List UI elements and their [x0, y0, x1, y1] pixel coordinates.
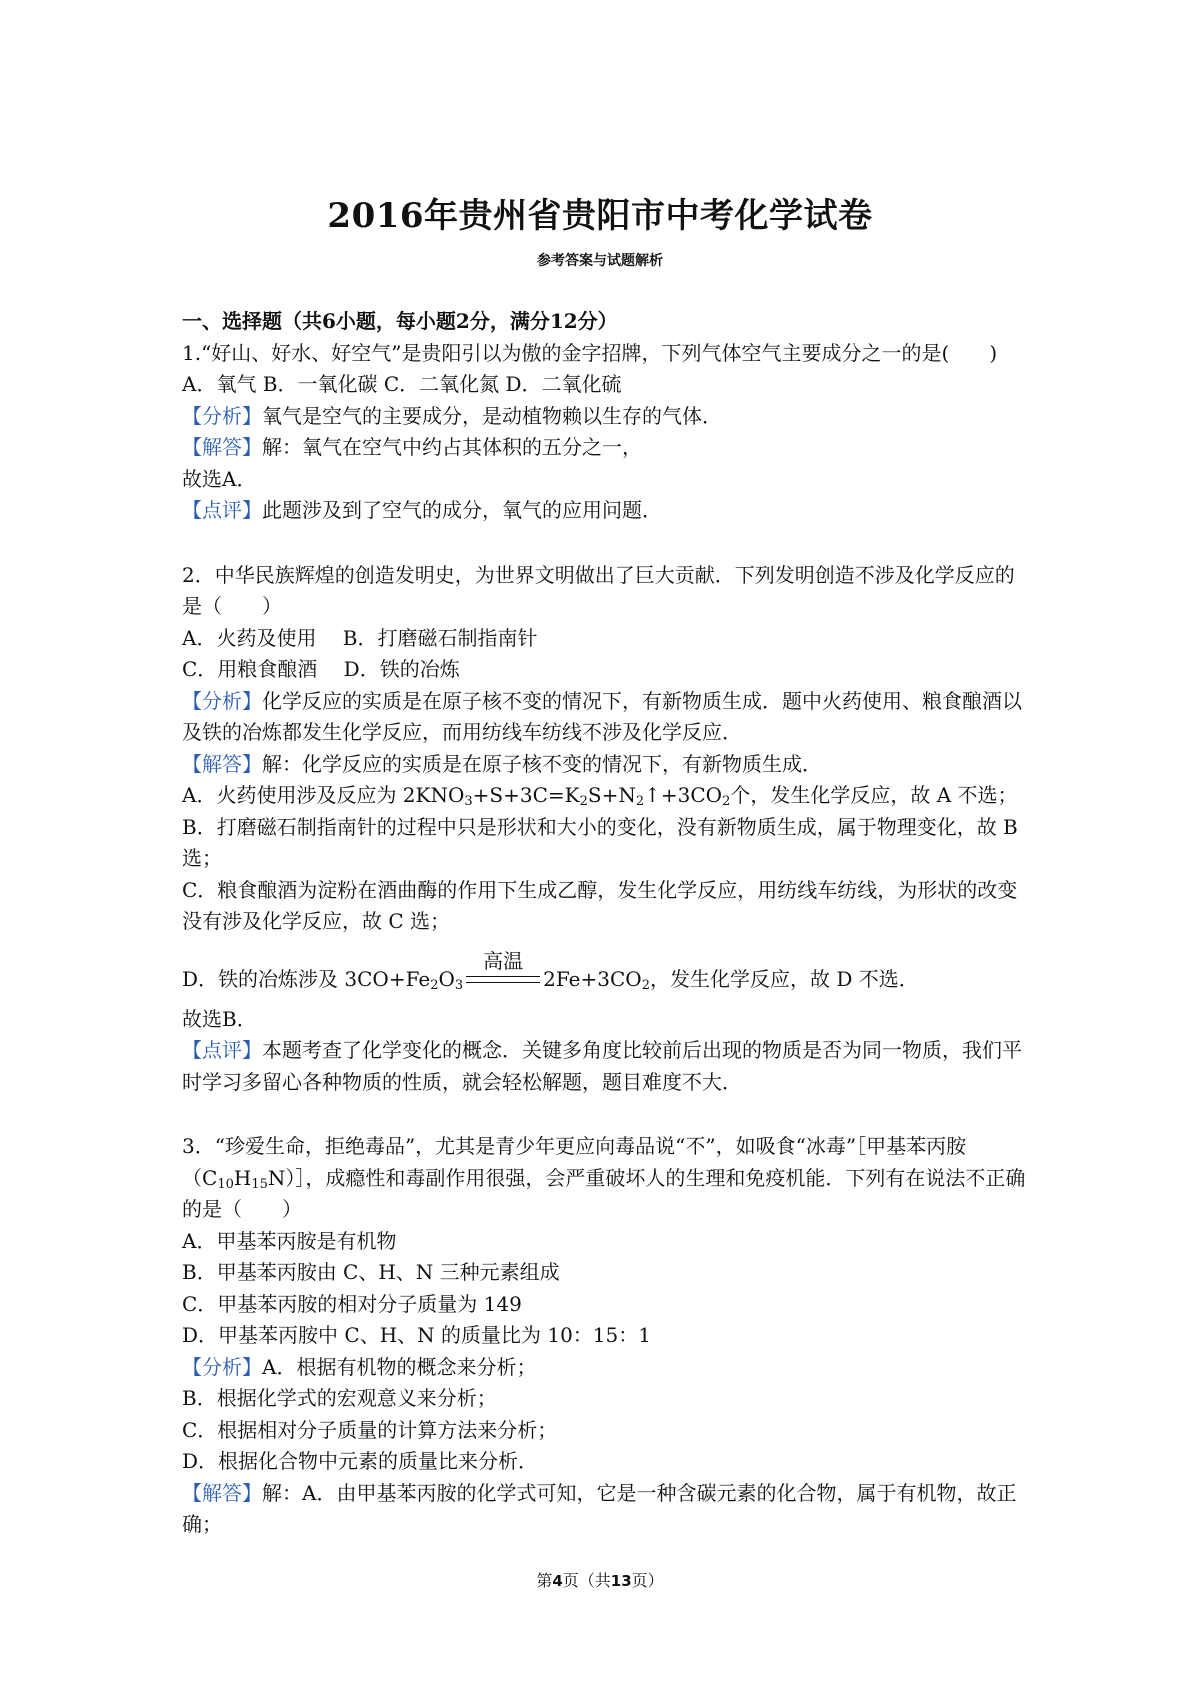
answer-tag: 【解答】 [182, 751, 262, 776]
page-footer [0, 1568, 1200, 1591]
q2-d-prefix: D．铁的冶炼涉及 3CO+Fe [182, 967, 431, 991]
q2-answer-text: 解：化学反应的实质是在原子核不变的情况下，有新物质生成． [262, 751, 822, 776]
q3-stem-part2: ］，成瘾性和毒副作用很强，会严重破坏人的生理和免疫机能．下列有在说法不正确的是（ ） [182, 1165, 1026, 1221]
total-pages: 13 [610, 1572, 632, 1590]
q1-analysis [182, 401, 1032, 433]
analysis-tag: 【分析】 [182, 403, 262, 428]
q2-conclusion: 故选B． [182, 1006, 257, 1031]
q2-answer [182, 749, 1032, 781]
q2-analysis [182, 686, 1032, 749]
comment-tag: 【点评】 [182, 498, 262, 522]
q2-comment-text: 本题考查了化学变化的概念．关键多角度比较前后出现的物质是否为同一物质，我们平时学习多留心各种物质的性质，就会轻松解题，题目难度不大． [182, 1038, 1022, 1094]
footer-suffix: 页） [631, 1571, 664, 1590]
q3-analysis-a: A．根据有机物的概念来分析； [262, 1354, 537, 1379]
q1-comment [182, 495, 1032, 527]
reaction-equals-sign [466, 976, 540, 983]
q2-options-cd: C．用粮食酿酒 D．铁的冶炼 [182, 657, 460, 681]
page-number: 4 [552, 1572, 563, 1590]
q1-stem: 1.“好山、好水、好空气”是贵阳引以为傲的金字招牌，下列气体空气主要成分之一的是( ) [182, 340, 998, 365]
analysis-tag: 【分析】 [182, 688, 262, 713]
answer-tag: 【解答】 [182, 1480, 262, 1505]
document-subtitle: 参考答案与试题解析 [537, 253, 663, 269]
q2-analysis-text: 化学反应的实质是在原子核不变的情况下，有新物质生成．题中火药使用、粮食酿酒以及铁的冶炼都发生化学反应，而用纺线车纺线不涉及化学反应． [182, 688, 1022, 744]
q2-a-suffix: 个，发生化学反应，故 A 不选； [730, 783, 1018, 807]
q3-answer-text: 解：A．由甲基苯丙胺的化学式可知，它是一种含碳元素的化合物，属于有机物，故正确； [182, 1480, 1017, 1536]
q2-d-suffix: ，发生化学反应，故 D 不选． [649, 967, 919, 991]
q2-options-ab: A．火药及使用 B．打磨磁石制指南针 [182, 625, 538, 650]
q2-a-prefix: A．火药使用涉及反应为 2KNO [182, 783, 465, 807]
q3-analysis-b: B．根据化学式的宏观意义来分析； [182, 1386, 497, 1410]
q2-answer-a: A．火药使用涉及反应为 $2KNO_3+S+3C=K_2S+N_2↑+3CO_2$个，发生化学反应，故 A 不选； [182, 783, 1018, 809]
q3-option-d: D．甲基苯丙胺中 C、H、N 的质量比为 10：15：1 [182, 1323, 651, 1347]
q3-analysis [182, 1352, 1032, 1384]
q2-comment [182, 1035, 1032, 1098]
q2-answer-b: B．打磨磁石制指南针的过程中只是形状和大小的变化，没有新物质生成，属于物理变化，故 B 选； [182, 814, 1018, 870]
q3-option-a: A．甲基苯丙胺是有机物 [182, 1228, 397, 1253]
q3-analysis-d: D．根据化合物中元素的质量比来分析． [182, 1449, 539, 1473]
q3-analysis-c: C．根据相对分子质量的计算方法来分析； [182, 1417, 558, 1442]
section-heading: 一、选择题（共6小题，每小题2分，满分12分） [182, 309, 618, 333]
analysis-tag: 【分析】 [182, 1354, 262, 1379]
document-body [182, 306, 1032, 1541]
footer-middle: 页（共 [562, 1571, 611, 1590]
q1-comment-text: 此题涉及到了空气的成分，氧气的应用问题． [262, 498, 662, 522]
reaction-condition [464, 949, 542, 986]
answer-tag: 【解答】 [182, 435, 262, 459]
q3-stem-part1: 3．“珍爱生命，拒绝毒品”，尤其是青少年更应向毒品说“不”，如吸食“冰毒”［甲基苯丙胺（C [182, 1134, 967, 1190]
reaction-condition-label: 高温 [483, 949, 524, 973]
q2-answer-c: C．粮食酿酒为淀粉在酒曲酶的作用下生成乙醇，发生化学反应，用纺线车纺线，为形状的改变没有涉及化学反应，故 C 选； [182, 877, 1018, 933]
comment-tag: 【点评】 [182, 1038, 262, 1062]
q1-answer [182, 432, 1032, 464]
q2-stem: 2．中华民族辉煌的创造发明史，为世界文明做出了巨大贡献．下列发明创造不涉及化学反应的是（ ） [182, 562, 1015, 618]
footer-prefix: 第 [536, 1571, 553, 1590]
q3-option-b: B．甲基苯丙胺由 C、H、N 三种元素组成 [182, 1260, 560, 1284]
q3-option-c: C．甲基苯丙胺的相对分子质量为 149 [182, 1291, 522, 1316]
q1-options: A．氧气 B．一氧化碳 C．二氧化氮 D．二氧化硫 [182, 372, 622, 396]
q2-answer-d: D．铁的冶炼涉及 $3CO+Fe_2O_3$ 高温 $2Fe+3CO_2$，发生化学反应，故 D 不选． [182, 949, 919, 993]
q1-analysis-text: 氧气是空气的主要成分，是动植物赖以生存的气体． [262, 403, 722, 428]
q3-answer [182, 1478, 1032, 1541]
q1-answer-text: 解：氧气在空气中约占其体积的五分之一， [262, 435, 642, 459]
q1-conclusion: 故选A． [182, 466, 257, 491]
q3-stem: 3．“珍爱生命，拒绝毒品”，尤其是青少年更应向毒品说“不”，如吸食“冰毒”［甲基苯丙胺$(C_{10}H_{15}N)]$，成瘾性和毒副作用很强，会严重破坏人的生理和免疫机能．下列有在说法不正确的是（ ） [182, 1134, 1026, 1221]
document-title: 2016年贵州省贵阳市中考化学试卷 [327, 196, 873, 236]
